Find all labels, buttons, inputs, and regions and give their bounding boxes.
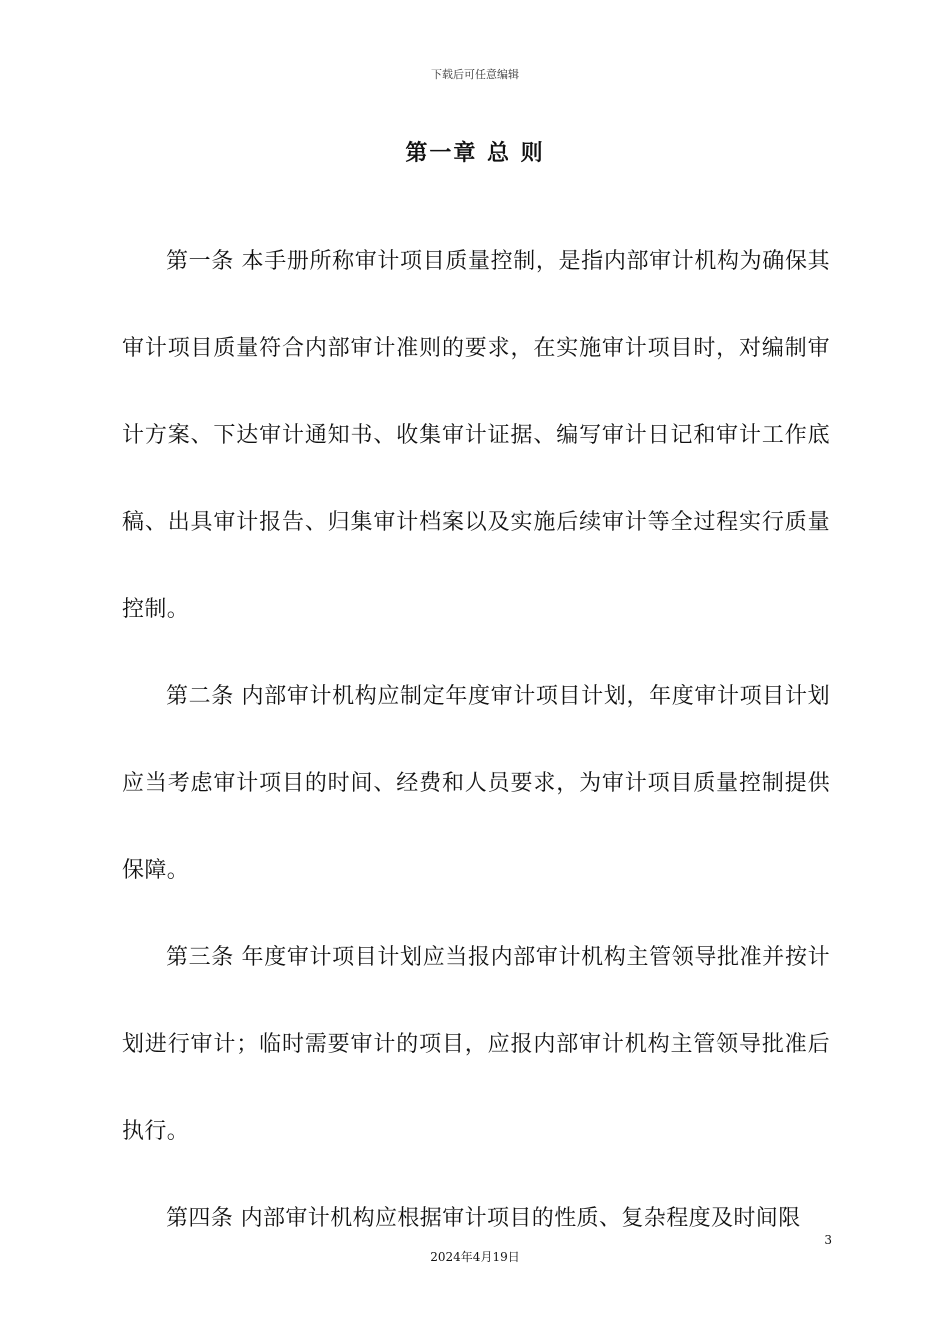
paragraph-article-3: 第三条 年度审计项目计划应当报内部审计机构主管领导批准并按计划进行审计；临时需要审计的项目，应报内部审计机构主管领导批准后执行。 <box>122 945 830 1144</box>
page-number: 3 <box>824 1233 832 1247</box>
header-note: 下载后可任意编辑 <box>431 68 519 81</box>
paragraph-article-2: 第二条 内部审计机构应制定年度审计项目计划，年度审计项目计划应当考虑审计项目的时间、经费和人员要求，为审计项目质量控制提供保障。 <box>122 684 830 883</box>
footer-date: 2024年4月19日 <box>430 1250 520 1264</box>
chapter-title: 第一章 总 则 <box>405 141 545 166</box>
paragraph-article-4: 第四条 内部审计机构应根据审计项目的性质、复杂程度及时间限 <box>166 1206 801 1231</box>
document-body <box>122 218 830 1262</box>
paragraph-article-1: 第一条 本手册所称审计项目质量控制，是指内部审计机构为确保其审计项目质量符合内部审计准则的要求，在实施审计项目时，对编制审计方案、下达审计通知书、收集审计证据、编写审计日记和审计工作底稿、出具审计报告、归集审计档案以及实施后续审计等全过程实行质量控制。 <box>122 249 830 622</box>
